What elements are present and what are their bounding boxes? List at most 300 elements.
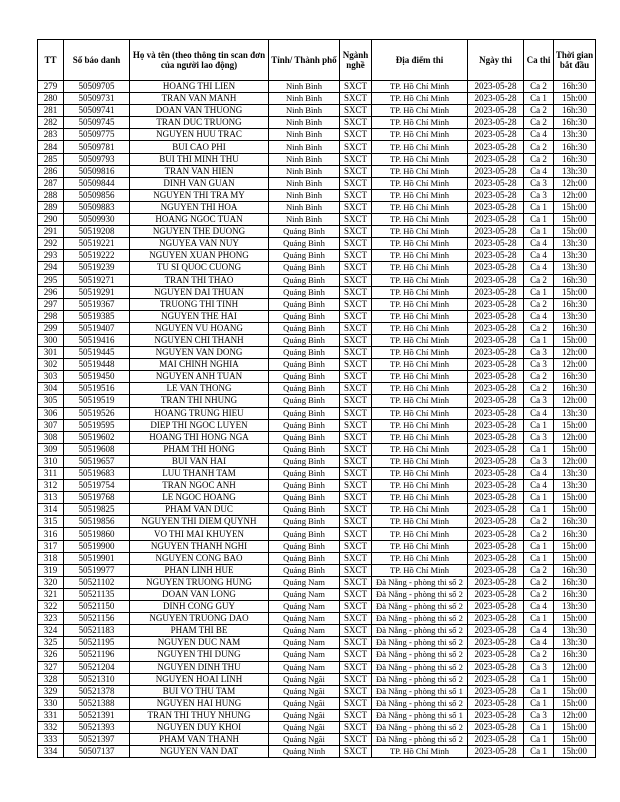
cell-name: BUI VAN HAI <box>130 455 269 467</box>
cell-location: TP. Hồ Chí Minh <box>372 334 468 346</box>
cell-industry: SXCT <box>340 238 372 250</box>
cell-location: TP. Hồ Chí Minh <box>372 310 468 322</box>
cell-province: Quảng Bình <box>269 468 340 480</box>
cell-province: Quảng Bình <box>269 528 340 540</box>
cell-industry: SXCT <box>340 661 372 673</box>
cell-province: Quảng Bình <box>269 431 340 443</box>
cell-sbd: 50509745 <box>64 117 130 129</box>
cell-sbd: 50519825 <box>64 504 130 516</box>
cell-shift: Ca 1 <box>524 201 554 213</box>
cell-tt: 305 <box>38 395 64 407</box>
cell-start-time: 16h:30 <box>554 81 596 93</box>
cell-sbd: 50519416 <box>64 334 130 346</box>
cell-location: TP. Hồ Chí Minh <box>372 347 468 359</box>
cell-date: 2023-05-28 <box>468 625 524 637</box>
table-row <box>38 734 596 746</box>
cell-province: Quảng Bình <box>269 564 340 576</box>
cell-start-time: 13h:30 <box>554 129 596 141</box>
cell-industry: SXCT <box>340 371 372 383</box>
cell-province: Quảng Bình <box>269 371 340 383</box>
cell-sbd: 50509844 <box>64 177 130 189</box>
cell-start-time: 15h:00 <box>554 214 596 226</box>
cell-province: Quảng Bình <box>269 286 340 298</box>
cell-shift: Ca 1 <box>524 734 554 746</box>
cell-sbd: 50521397 <box>64 734 130 746</box>
cell-date: 2023-05-28 <box>468 395 524 407</box>
cell-location: TP. Hồ Chí Minh <box>372 201 468 213</box>
table-row <box>38 613 596 625</box>
candidate-table <box>37 39 596 758</box>
cell-start-time: 13h:30 <box>554 238 596 250</box>
cell-date: 2023-05-28 <box>468 274 524 286</box>
cell-shift: Ca 1 <box>524 226 554 238</box>
cell-date: 2023-05-28 <box>468 250 524 262</box>
cell-industry: SXCT <box>340 455 372 467</box>
cell-start-time: 15h:00 <box>554 286 596 298</box>
cell-location: Đà Nẵng - phòng thi số 2 <box>372 697 468 709</box>
cell-shift: Ca 3 <box>524 359 554 371</box>
cell-name: NGUYEN THI TRA MY <box>130 189 269 201</box>
cell-name: TRUONG THI TINH <box>130 298 269 310</box>
cell-tt: 295 <box>38 274 64 286</box>
cell-sbd: 50509775 <box>64 129 130 141</box>
cell-start-time: 16h:30 <box>554 576 596 588</box>
cell-tt: 329 <box>38 685 64 697</box>
cell-location: Đà Nẵng - phòng thi số 2 <box>372 673 468 685</box>
cell-sbd: 50521150 <box>64 601 130 613</box>
cell-name: NGUYEN HOAI LINH <box>130 673 269 685</box>
cell-industry: SXCT <box>340 201 372 213</box>
cell-shift: Ca 2 <box>524 105 554 117</box>
cell-date: 2023-05-28 <box>468 613 524 625</box>
cell-date: 2023-05-28 <box>468 540 524 552</box>
cell-location: TP. Hồ Chí Minh <box>372 226 468 238</box>
cell-province: Quảng Bình <box>269 516 340 528</box>
table-row <box>38 395 596 407</box>
cell-date: 2023-05-28 <box>468 359 524 371</box>
cell-sbd: 50521135 <box>64 588 130 600</box>
cell-shift: Ca 3 <box>524 709 554 721</box>
cell-name: DINH CONG GUY <box>130 601 269 613</box>
table-row <box>38 528 596 540</box>
cell-start-time: 15h:00 <box>554 540 596 552</box>
cell-tt: 307 <box>38 419 64 431</box>
cell-sbd: 50509793 <box>64 153 130 165</box>
cell-tt: 315 <box>38 516 64 528</box>
cell-name: HOANG TRUNG HIEU <box>130 407 269 419</box>
cell-province: Quảng Ninh <box>269 746 340 758</box>
cell-name: NGUYEN VAN DAT <box>130 746 269 758</box>
cell-location: Đà Nẵng - phòng thi số 2 <box>372 576 468 588</box>
cell-start-time: 12h:00 <box>554 189 596 201</box>
cell-start-time: 16h:30 <box>554 371 596 383</box>
cell-date: 2023-05-28 <box>468 746 524 758</box>
cell-province: Quảng Ngãi <box>269 734 340 746</box>
cell-shift: Ca 3 <box>524 177 554 189</box>
cell-start-time: 15h:00 <box>554 492 596 504</box>
cell-province: Quảng Bình <box>269 504 340 516</box>
cell-sbd: 50521393 <box>64 721 130 733</box>
cell-date: 2023-05-28 <box>468 649 524 661</box>
cell-date: 2023-05-28 <box>468 697 524 709</box>
cell-tt: 287 <box>38 177 64 189</box>
cell-start-time: 13h:30 <box>554 480 596 492</box>
cell-start-time: 12h:00 <box>554 431 596 443</box>
cell-shift: Ca 4 <box>524 129 554 141</box>
cell-name: NGUYEN DUC NAM <box>130 637 269 649</box>
cell-name: TRAN DUC TRUONG <box>130 117 269 129</box>
cell-start-time: 16h:30 <box>554 528 596 540</box>
cell-tt: 330 <box>38 697 64 709</box>
cell-province: Ninh Bình <box>269 177 340 189</box>
cell-tt: 310 <box>38 455 64 467</box>
cell-location: TP. Hồ Chí Minh <box>372 274 468 286</box>
cell-start-time: 16h:30 <box>554 141 596 153</box>
cell-name: LE VAN THONG <box>130 383 269 395</box>
cell-province: Quảng Ngãi <box>269 709 340 721</box>
cell-industry: SXCT <box>340 697 372 709</box>
cell-date: 2023-05-28 <box>468 129 524 141</box>
cell-shift: Ca 1 <box>524 334 554 346</box>
cell-industry: SXCT <box>340 468 372 480</box>
cell-location: TP. Hồ Chí Minh <box>372 516 468 528</box>
cell-start-time: 13h:30 <box>554 625 596 637</box>
cell-province: Quảng Bình <box>269 395 340 407</box>
cell-province: Quảng Ngãi <box>269 697 340 709</box>
cell-location: TP. Hồ Chí Minh <box>372 250 468 262</box>
cell-shift: Ca 4 <box>524 480 554 492</box>
cell-industry: SXCT <box>340 601 372 613</box>
cell-sbd: 50509731 <box>64 93 130 105</box>
cell-shift: Ca 4 <box>524 250 554 262</box>
cell-start-time: 13h:30 <box>554 637 596 649</box>
cell-shift: Ca 2 <box>524 274 554 286</box>
cell-date: 2023-05-28 <box>468 93 524 105</box>
cell-province: Quảng Bình <box>269 226 340 238</box>
cell-sbd: 50509705 <box>64 81 130 93</box>
cell-date: 2023-05-28 <box>468 673 524 685</box>
cell-province: Quảng Bình <box>269 334 340 346</box>
cell-start-time: 15h:00 <box>554 673 596 685</box>
cell-tt: 279 <box>38 81 64 93</box>
cell-province: Quảng Bình <box>269 238 340 250</box>
cell-industry: SXCT <box>340 649 372 661</box>
cell-sbd: 50519239 <box>64 262 130 274</box>
cell-start-time: 16h:30 <box>554 298 596 310</box>
cell-province: Ninh Bình <box>269 189 340 201</box>
cell-industry: SXCT <box>340 117 372 129</box>
cell-sbd: 50519448 <box>64 359 130 371</box>
cell-location: Đà Nẵng - phòng thi số 2 <box>372 625 468 637</box>
cell-date: 2023-05-28 <box>468 105 524 117</box>
cell-tt: 291 <box>38 226 64 238</box>
cell-location: TP. Hồ Chí Minh <box>372 492 468 504</box>
cell-name: BUI CAO PHI <box>130 141 269 153</box>
cell-sbd: 50519860 <box>64 528 130 540</box>
cell-tt: 319 <box>38 564 64 576</box>
cell-sbd: 50519683 <box>64 468 130 480</box>
cell-start-time: 15h:00 <box>554 552 596 564</box>
cell-date: 2023-05-28 <box>468 407 524 419</box>
cell-sbd: 50519291 <box>64 286 130 298</box>
cell-name: TU SI QUOC CUONG <box>130 262 269 274</box>
cell-start-time: 13h:30 <box>554 250 596 262</box>
cell-start-time: 16h:30 <box>554 153 596 165</box>
cell-industry: SXCT <box>340 492 372 504</box>
cell-shift: Ca 3 <box>524 431 554 443</box>
cell-location: TP. Hồ Chí Minh <box>372 564 468 576</box>
cell-date: 2023-05-28 <box>468 492 524 504</box>
cell-sbd: 50521378 <box>64 685 130 697</box>
table-row <box>38 286 596 298</box>
table-row <box>38 262 596 274</box>
cell-tt: 299 <box>38 322 64 334</box>
cell-name: NGUYEN THE HAI <box>130 310 269 322</box>
cell-industry: SXCT <box>340 407 372 419</box>
cell-date: 2023-05-28 <box>468 576 524 588</box>
table-row <box>38 552 596 564</box>
cell-sbd: 50519977 <box>64 564 130 576</box>
table-row <box>38 371 596 383</box>
cell-sbd: 50519901 <box>64 552 130 564</box>
cell-tt: 327 <box>38 661 64 673</box>
cell-start-time: 15h:00 <box>554 613 596 625</box>
header-shift: Ca thi <box>524 40 554 81</box>
cell-start-time: 13h:30 <box>554 601 596 613</box>
table-row <box>38 685 596 697</box>
cell-date: 2023-05-28 <box>468 443 524 455</box>
cell-date: 2023-05-28 <box>468 310 524 322</box>
cell-shift: Ca 1 <box>524 214 554 226</box>
cell-industry: SXCT <box>340 564 372 576</box>
cell-shift: Ca 1 <box>524 93 554 105</box>
cell-name: NGUYEN VAN DONG <box>130 347 269 359</box>
cell-name: VO THI MAI KHUYEN <box>130 528 269 540</box>
cell-tt: 302 <box>38 359 64 371</box>
cell-province: Ninh Bình <box>269 81 340 93</box>
cell-start-time: 16h:30 <box>554 383 596 395</box>
cell-location: TP. Hồ Chí Minh <box>372 419 468 431</box>
cell-industry: SXCT <box>340 625 372 637</box>
cell-date: 2023-05-28 <box>468 371 524 383</box>
cell-date: 2023-05-28 <box>468 214 524 226</box>
cell-location: Đà Nẵng - phòng thi số 2 <box>372 721 468 733</box>
cell-industry: SXCT <box>340 177 372 189</box>
cell-start-time: 12h:00 <box>554 177 596 189</box>
cell-name: NGUYEN THE DUONG <box>130 226 269 238</box>
cell-tt: 288 <box>38 189 64 201</box>
cell-start-time: 15h:00 <box>554 734 596 746</box>
cell-name: NGUYEN VU HOANG <box>130 322 269 334</box>
cell-industry: SXCT <box>340 685 372 697</box>
cell-name: PHAM THI HONG <box>130 443 269 455</box>
cell-industry: SXCT <box>340 588 372 600</box>
table-row <box>38 322 596 334</box>
cell-province: Quảng Bình <box>269 419 340 431</box>
cell-industry: SXCT <box>340 746 372 758</box>
cell-location: TP. Hồ Chí Minh <box>372 528 468 540</box>
table-row <box>38 443 596 455</box>
cell-start-time: 12h:00 <box>554 359 596 371</box>
cell-location: Đà Nẵng - phòng thi số 2 <box>372 649 468 661</box>
cell-start-time: 15h:00 <box>554 334 596 346</box>
cell-sbd: 50521310 <box>64 673 130 685</box>
cell-name: HOANG THI HONG NGA <box>130 431 269 443</box>
cell-start-time: 15h:00 <box>554 697 596 709</box>
cell-province: Quảng Bình <box>269 274 340 286</box>
cell-date: 2023-05-28 <box>468 552 524 564</box>
cell-start-time: 16h:30 <box>554 516 596 528</box>
cell-province: Quảng Bình <box>269 492 340 504</box>
cell-name: NGUYEN ANH TUAN <box>130 371 269 383</box>
cell-shift: Ca 4 <box>524 310 554 322</box>
header-province: Tỉnh/ Thành phố <box>269 40 340 81</box>
cell-shift: Ca 4 <box>524 625 554 637</box>
cell-start-time: 13h:30 <box>554 407 596 419</box>
table-row <box>38 540 596 552</box>
cell-name: PHAM THI BE <box>130 625 269 637</box>
cell-sbd: 50519768 <box>64 492 130 504</box>
cell-province: Quảng Bình <box>269 262 340 274</box>
cell-location: TP. Hồ Chí Minh <box>372 371 468 383</box>
cell-province: Ninh Bình <box>269 141 340 153</box>
cell-shift: Ca 2 <box>524 383 554 395</box>
table-row <box>38 105 596 117</box>
cell-name: NGUYEN DAI THUAN <box>130 286 269 298</box>
cell-date: 2023-05-28 <box>468 347 524 359</box>
table-row <box>38 721 596 733</box>
cell-date: 2023-05-28 <box>468 528 524 540</box>
cell-date: 2023-05-28 <box>468 298 524 310</box>
cell-date: 2023-05-28 <box>468 165 524 177</box>
cell-date: 2023-05-28 <box>468 480 524 492</box>
cell-date: 2023-05-28 <box>468 262 524 274</box>
cell-name: HOANG NGOC TUAN <box>130 214 269 226</box>
cell-sbd: 50519221 <box>64 238 130 250</box>
cell-shift: Ca 4 <box>524 165 554 177</box>
cell-shift: Ca 2 <box>524 117 554 129</box>
cell-sbd: 50519450 <box>64 371 130 383</box>
cell-location: Đà Nẵng - phòng thi số 2 <box>372 661 468 673</box>
cell-location: TP. Hồ Chí Minh <box>372 117 468 129</box>
cell-shift: Ca 1 <box>524 746 554 758</box>
cell-location: Đà Nẵng - phòng thi số 2 <box>372 613 468 625</box>
cell-date: 2023-05-28 <box>468 334 524 346</box>
cell-date: 2023-05-28 <box>468 588 524 600</box>
table-row <box>38 649 596 661</box>
table-row <box>38 492 596 504</box>
cell-tt: 312 <box>38 480 64 492</box>
cell-province: Quảng Nam <box>269 576 340 588</box>
cell-province: Quảng Bình <box>269 443 340 455</box>
cell-name: NGUYEN DUY KHOI <box>130 721 269 733</box>
cell-industry: SXCT <box>340 298 372 310</box>
cell-industry: SXCT <box>340 226 372 238</box>
cell-shift: Ca 3 <box>524 661 554 673</box>
cell-date: 2023-05-28 <box>468 238 524 250</box>
cell-industry: SXCT <box>340 153 372 165</box>
cell-location: TP. Hồ Chí Minh <box>372 455 468 467</box>
cell-sbd: 50509816 <box>64 165 130 177</box>
cell-sbd: 50521388 <box>64 697 130 709</box>
cell-tt: 294 <box>38 262 64 274</box>
table-row <box>38 576 596 588</box>
cell-industry: SXCT <box>340 214 372 226</box>
table-row <box>38 383 596 395</box>
cell-location: Đà Nẵng - phòng thi số 1 <box>372 685 468 697</box>
cell-date: 2023-05-28 <box>468 189 524 201</box>
cell-location: TP. Hồ Chí Minh <box>372 262 468 274</box>
cell-sbd: 50519407 <box>64 322 130 334</box>
cell-shift: Ca 2 <box>524 528 554 540</box>
table-row <box>38 153 596 165</box>
cell-start-time: 15h:00 <box>554 201 596 213</box>
cell-location: TP. Hồ Chí Minh <box>372 322 468 334</box>
cell-shift: Ca 2 <box>524 322 554 334</box>
cell-date: 2023-05-28 <box>468 322 524 334</box>
cell-sbd: 50521183 <box>64 625 130 637</box>
cell-industry: SXCT <box>340 383 372 395</box>
cell-start-time: 12h:00 <box>554 395 596 407</box>
cell-province: Ninh Bình <box>269 93 340 105</box>
cell-sbd: 50519271 <box>64 274 130 286</box>
cell-shift: Ca 1 <box>524 697 554 709</box>
cell-date: 2023-05-28 <box>468 685 524 697</box>
cell-tt: 297 <box>38 298 64 310</box>
cell-start-time: 15h:00 <box>554 504 596 516</box>
cell-name: LE NGOC HOANG <box>130 492 269 504</box>
cell-name: LUU THANH TAM <box>130 468 269 480</box>
cell-start-time: 15h:00 <box>554 443 596 455</box>
cell-sbd: 50519516 <box>64 383 130 395</box>
header-name: Họ và tên (theo thông tin scan đơn của người lao động) <box>130 40 269 81</box>
cell-sbd: 50519602 <box>64 431 130 443</box>
cell-name: TRAN THI NHUNG <box>130 395 269 407</box>
cell-location: TP. Hồ Chí Minh <box>372 214 468 226</box>
cell-name: NGUYEA VAN NUY <box>130 238 269 250</box>
cell-tt: 325 <box>38 637 64 649</box>
cell-location: TP. Hồ Chí Minh <box>372 746 468 758</box>
cell-shift: Ca 1 <box>524 504 554 516</box>
cell-date: 2023-05-28 <box>468 177 524 189</box>
table-row <box>38 468 596 480</box>
cell-shift: Ca 1 <box>524 443 554 455</box>
cell-province: Quảng Bình <box>269 407 340 419</box>
cell-name: TRAN THI THAO <box>130 274 269 286</box>
header-location: Địa điểm thi <box>372 40 468 81</box>
cell-date: 2023-05-28 <box>468 516 524 528</box>
cell-sbd: 50519222 <box>64 250 130 262</box>
cell-tt: 328 <box>38 673 64 685</box>
cell-province: Quảng Ngãi <box>269 673 340 685</box>
cell-shift: Ca 2 <box>524 298 554 310</box>
cell-tt: 311 <box>38 468 64 480</box>
table-row <box>38 238 596 250</box>
cell-name: TRAN THI THUY NHUNG <box>130 709 269 721</box>
cell-name: BUI THI MINH THU <box>130 153 269 165</box>
cell-industry: SXCT <box>340 141 372 153</box>
cell-date: 2023-05-28 <box>468 201 524 213</box>
cell-start-time: 12h:00 <box>554 347 596 359</box>
cell-industry: SXCT <box>340 443 372 455</box>
cell-industry: SXCT <box>340 540 372 552</box>
cell-name: NGUYEN DINH THU <box>130 661 269 673</box>
cell-tt: 318 <box>38 552 64 564</box>
cell-shift: Ca 2 <box>524 516 554 528</box>
cell-date: 2023-05-28 <box>468 721 524 733</box>
table-row <box>38 226 596 238</box>
cell-start-time: 13h:30 <box>554 468 596 480</box>
